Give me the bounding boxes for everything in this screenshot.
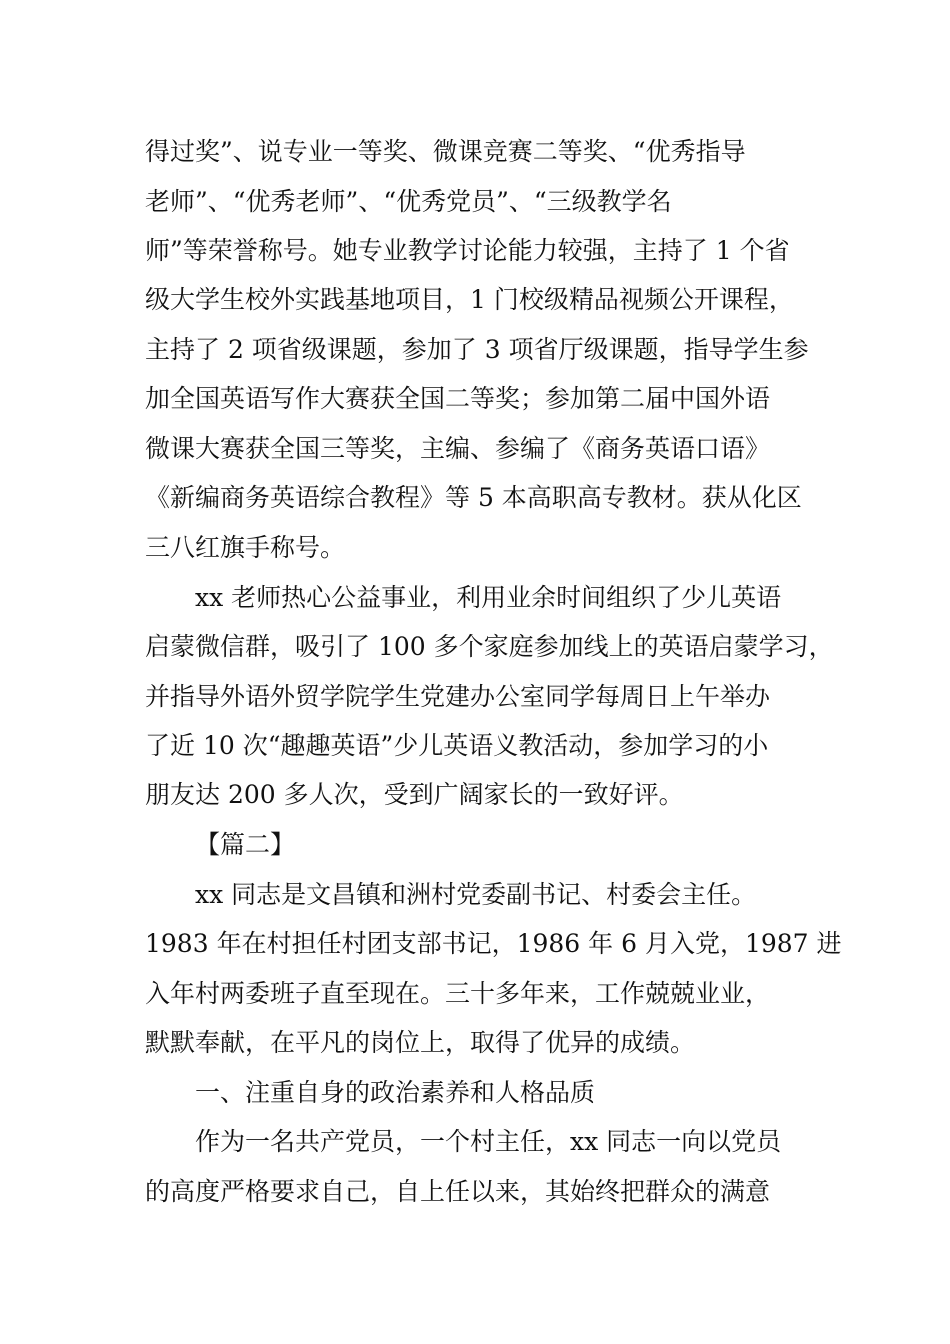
- paragraph-first-line: 作为一名共产党员，一个村主任，xx 同志一向以党员: [195, 1127, 782, 1156]
- text-line: 1983 年在村担任村团支部书记，1986 年 6 月入党，1987 进: [145, 929, 842, 958]
- text-line: 了近 10 次“趣趣英语”少儿英语义教活动，参加学习的小: [145, 731, 769, 760]
- text-line: 师”等荣誉称号。她专业教学讨论能力较强，主持了 1 个省: [145, 236, 790, 265]
- section-heading: 【篇二】: [195, 830, 296, 859]
- text-line: 主持了 2 项省级课题，参加了 3 项省厅级课题，指导学生参: [145, 335, 809, 364]
- text-line: 启蒙微信群，吸引了 100 多个家庭参加线上的英语启蒙学习，: [145, 632, 834, 661]
- text-line: 默默奉献，在平凡的岗位上，取得了优异的成绩。: [145, 1028, 696, 1057]
- text-line: 微课大赛获全国三等奖，主编、参编了《商务英语口语》: [145, 434, 771, 463]
- text-line: 的高度严格要求自己，自上任以来，其始终把群众的满意: [145, 1177, 771, 1206]
- text-line: 三八红旗手称号。: [145, 533, 346, 562]
- text-line: 并指导外语外贸学院学生党建办公室同学每周日上午举办: [145, 682, 771, 711]
- subsection-heading: 一、注重自身的政治素养和人格品质: [195, 1078, 596, 1107]
- text-line: 加全国英语写作大赛获全国二等奖；参加第二届中国外语: [145, 384, 771, 413]
- text-line: 《新编商务英语综合教程》等 5 本高职高专教材。获从化区: [145, 483, 802, 512]
- text-line: 朋友达 200 多人次，受到广阔家长的一致好评。: [145, 780, 684, 809]
- text-line: 老师”、“优秀老师”、“优秀党员”、“三级教学名: [145, 187, 672, 216]
- text-line: 级大学生校外实践基地项目，1 门校级精品视频公开课程，: [145, 285, 794, 314]
- paragraph-first-line: xx 同志是文昌镇和洲村党委副书记、村委会主任。: [195, 880, 757, 909]
- text-line: 入年村两委班子直至现在。三十多年来，工作兢兢业业，: [145, 979, 771, 1008]
- paragraph-first-line: xx 老师热心公益事业，利用业余时间组织了少儿英语: [195, 583, 782, 612]
- text-line: 得过奖”、说专业一等奖、微课竞赛二等奖、“优秀指导: [145, 137, 746, 166]
